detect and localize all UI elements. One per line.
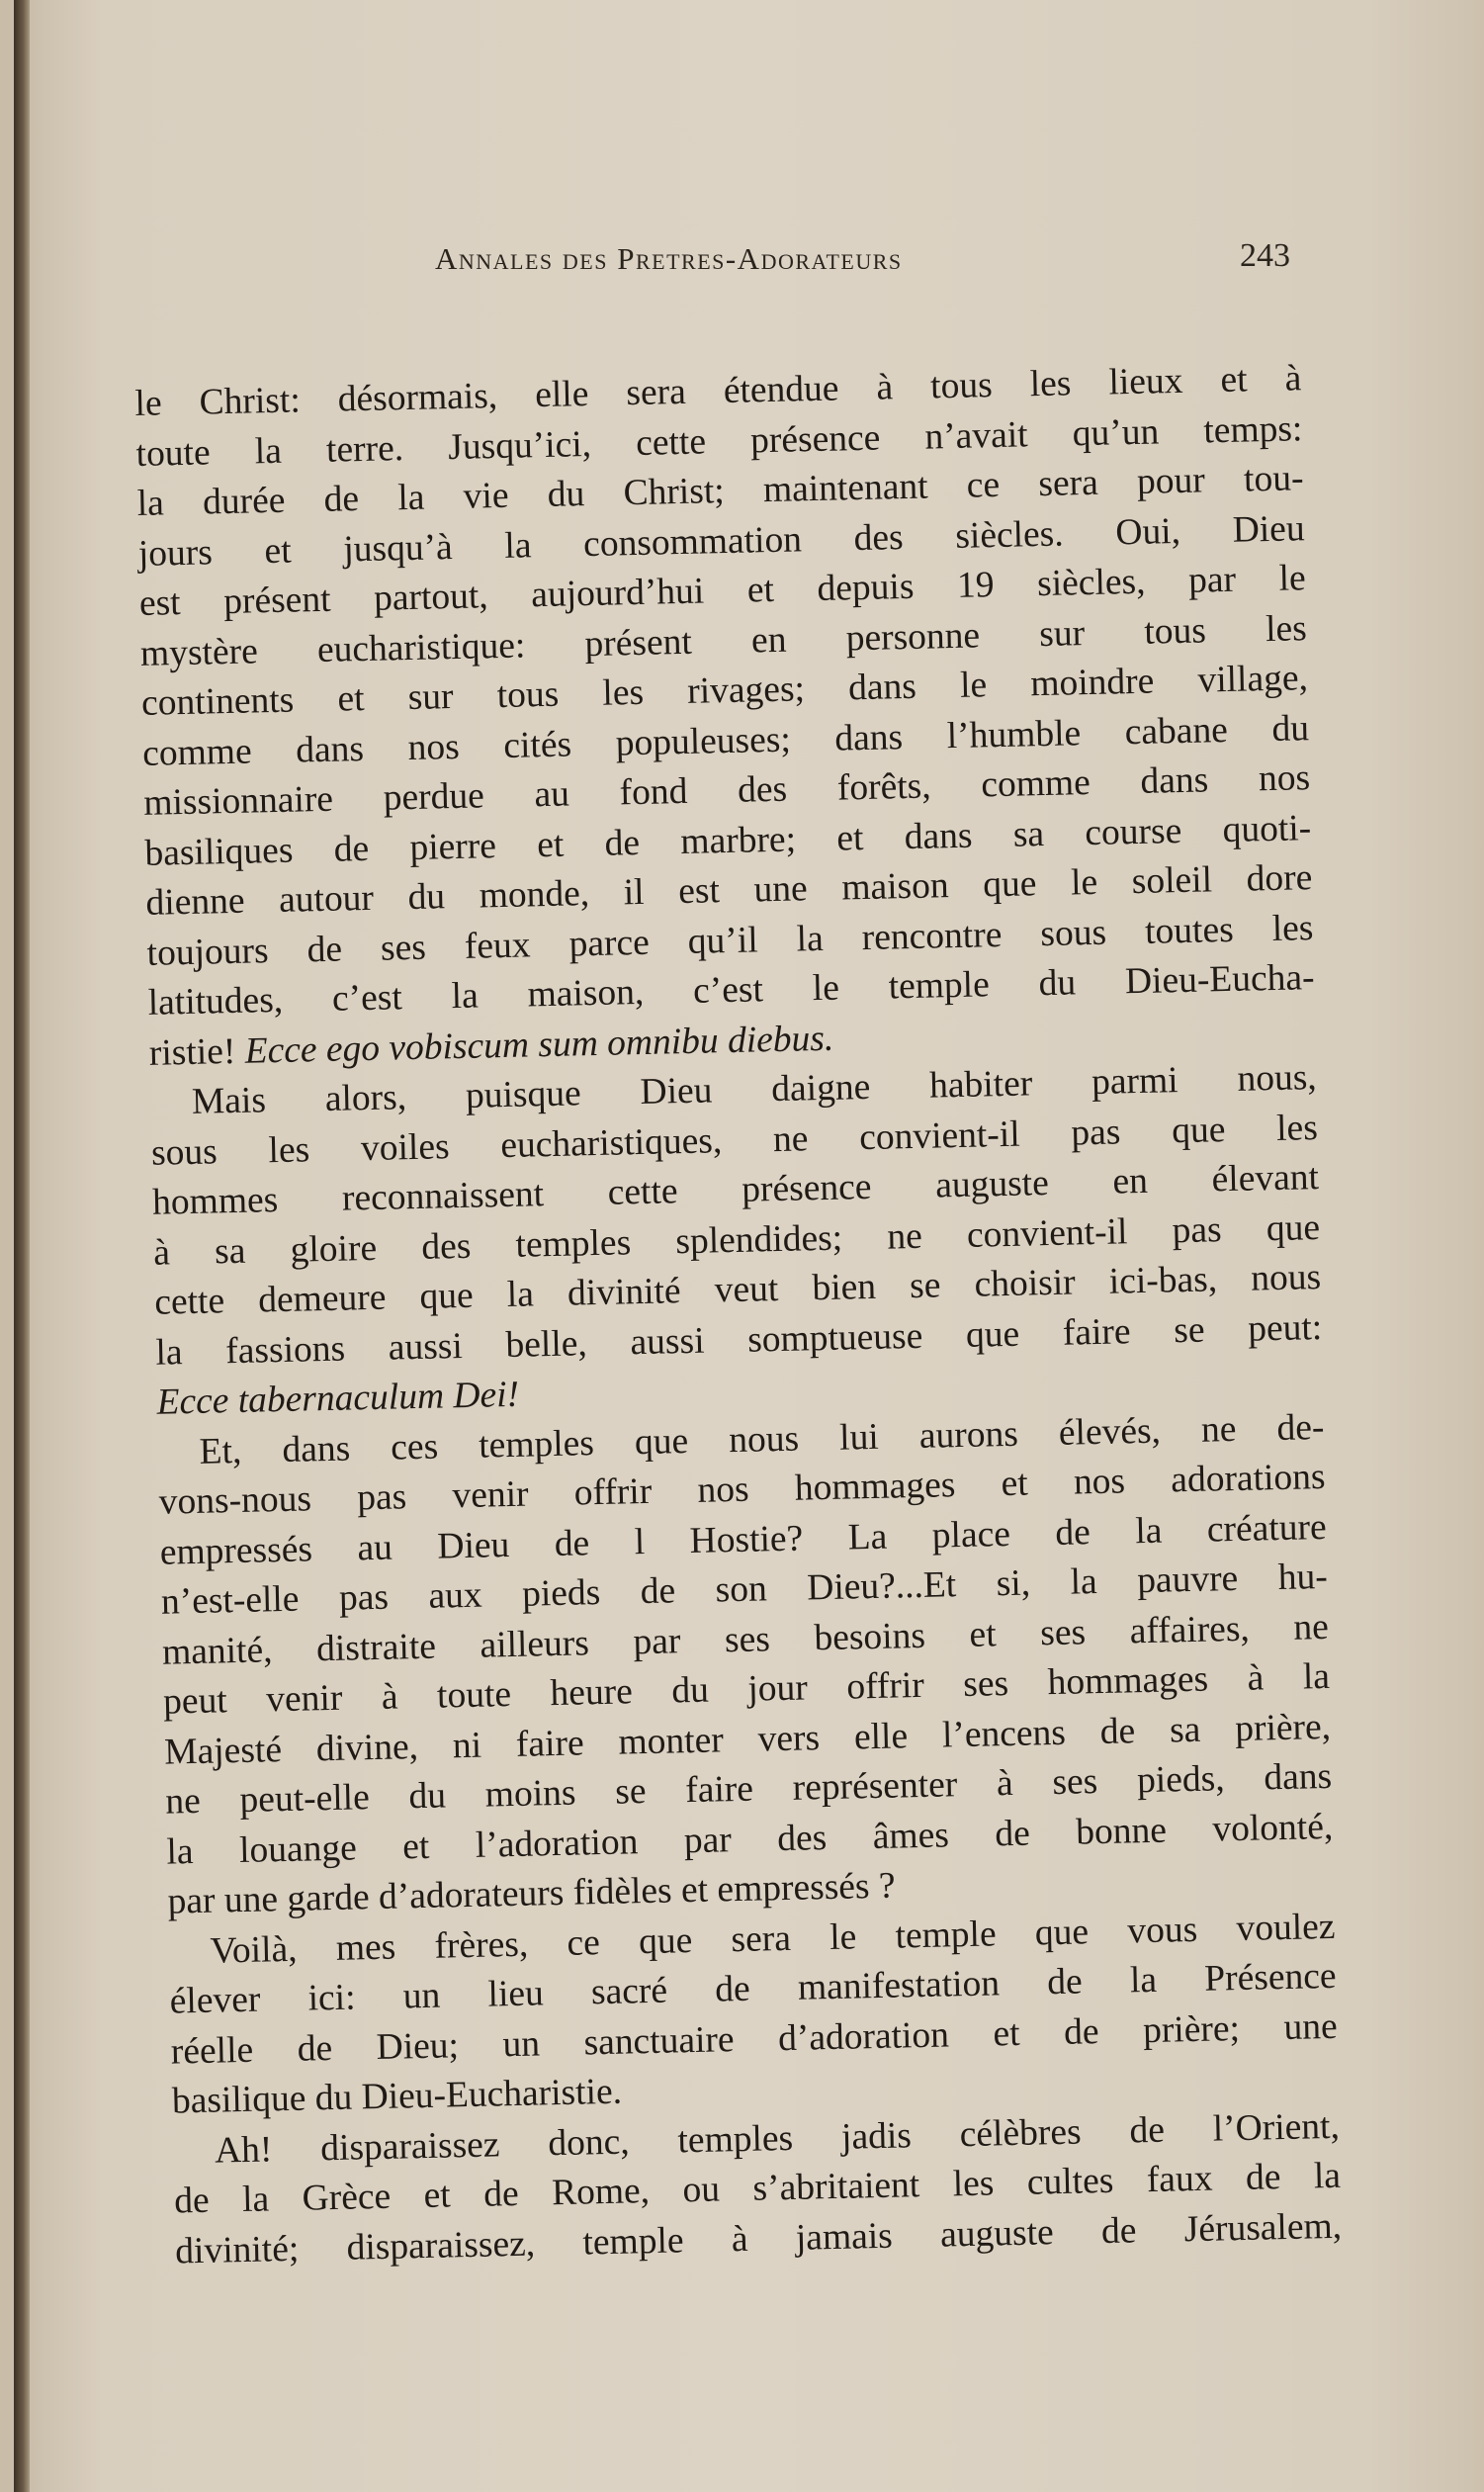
- running-head: Annales des Pretres-Adorateurs: [435, 241, 903, 276]
- latin-quote: Ecce ego vobiscum sum omnibu diebus.: [244, 1018, 834, 1072]
- text-line: Et, dans ces temples que nous lui aurons élevés, ne de-: [199, 1406, 1325, 1472]
- text-line: divinité; disparaissez, temple à jamais auguste de Jérusalem,: [174, 2205, 1343, 2272]
- text-line: la fassions aussi belle, aussi somptueuse que faire se peut:: [155, 1306, 1323, 1374]
- text-line: la durée de la vie du Christ; maintenant ce sera pour tou-: [136, 458, 1304, 524]
- text-line: manité, distraite ailleurs par ses besoins et ses affaires, ne: [161, 1606, 1330, 1673]
- text-line: de la Grèce et de Rome, ou s’abritaient les cultes faux de la: [173, 2155, 1342, 2222]
- text-line: continents et sur tous les rivages; dans le moindre village,: [140, 658, 1309, 724]
- text-line: vons-nous pas venir offrir nos hommages et nos adorations: [158, 1456, 1326, 1523]
- text-line: élever ici: un lieu sacré de manifestation de la Présence: [169, 1955, 1337, 2022]
- text-line: par une garde d’adorateurs fidèles et empressés ?: [167, 1865, 896, 1922]
- text-line: basilique du Dieu-Eucharistie.: [171, 2071, 623, 2122]
- text-line: Mais alors, puisque Dieu daigne habiter parmi nous,: [191, 1057, 1318, 1122]
- text-line: toute la terre. Jusqu’ici, cette présence n’avait qu’un temps:: [135, 407, 1303, 475]
- text-line: à sa gloire des temples splendides; ne convient-il pas que: [152, 1206, 1321, 1274]
- text-line: le Christ: désormais, elle sera étendue à tous les lieux et à: [134, 358, 1302, 424]
- text-line: Voilà, mes frères, ce que sera le temple que vous voulez: [210, 1906, 1336, 1972]
- text-line: mystère eucharistique: présent en personne sur tous les: [139, 607, 1308, 674]
- text-line: comme dans nos cités populeuses; dans l’humble cabane du: [141, 707, 1310, 774]
- text-run: ristie!: [148, 1030, 236, 1074]
- text-line: basiliques de pierre et de marbre; et dans sa course quoti-: [144, 807, 1312, 874]
- text-line: n’est-elle pas aux pieds de son Dieu?...Et si, la pauvre hu-: [160, 1556, 1329, 1623]
- text-line: la louange et l’adoration par des âmes de bonne volonté,: [166, 1806, 1334, 1873]
- book-page: [14, 0, 1484, 2492]
- text-line: réelle de Dieu; un sanctuaire d’adoration et de prière; une: [170, 2005, 1339, 2073]
- text-line: cette demeure que la divinité veut bien se choisir ici-bas, nous: [153, 1257, 1322, 1323]
- text-line: empressés au Dieu de l Hostie? La place de la créature: [159, 1506, 1328, 1573]
- text-line: toujours de ses feux parce qu’il la rencontre sous toutes les: [146, 907, 1314, 974]
- text-line: peut venir à toute heure du jour offrir ses hommages à la: [162, 1655, 1331, 1723]
- page-header: [419, 237, 1309, 291]
- text-line: dienne autour du monde, il est une maison que le soleil dore: [145, 857, 1313, 924]
- latin-quote: Ecce tabernaculum Dei!: [156, 1374, 520, 1423]
- text-line: missionnaire perdue au fond des forêts, comme dans nos: [142, 757, 1311, 824]
- text-line: Ah! disparaissez donc, temples jadis célèbres de l’Orient,: [214, 2105, 1341, 2172]
- page-gutter-shadow: [14, 0, 30, 2492]
- text-line: ne peut-elle du moins se faire représenter à ses pieds, dans: [164, 1755, 1333, 1823]
- text-line: hommes reconnaissent cette présence auguste en élevant: [151, 1157, 1320, 1223]
- text-line: latitudes, c’est la maison, c’est le temple du Dieu-Eucha-: [147, 957, 1315, 1024]
- text-line: est présent partout, aujourd’hui et depuis 19 siècles, par le: [138, 558, 1307, 624]
- body-text: [134, 354, 1343, 2276]
- text-line: sous les voiles eucharistiques, ne convient-il pas que les: [150, 1107, 1319, 1174]
- text-line: Majesté divine, ni faire monter vers elle l’encens de sa prière,: [163, 1706, 1332, 1773]
- page-number: 243: [1240, 237, 1290, 274]
- text-line: jours et jusqu’à la consommation des siècles. Oui, Dieu: [137, 507, 1306, 575]
